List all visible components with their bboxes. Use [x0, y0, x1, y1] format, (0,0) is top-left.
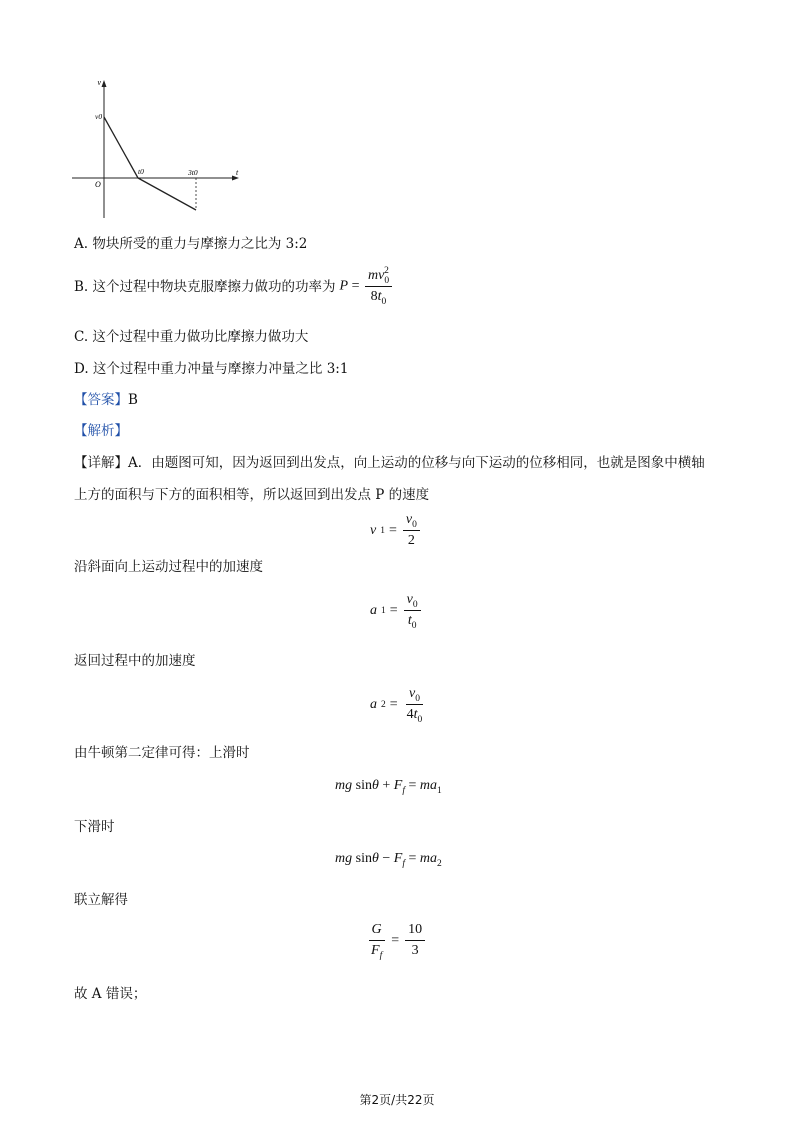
- detail-line-1: [74, 454, 705, 472]
- v-axis-arrow: [102, 80, 107, 87]
- answer-row: [74, 391, 138, 409]
- velocity-time-graph: [60, 75, 250, 225]
- label-v0: v0: [95, 112, 103, 121]
- label-v: v: [97, 78, 101, 87]
- equation-up-slide: mg $\sin\theta + F_f = ma_1$: [335, 778, 442, 796]
- option-d: D. 这个过程中重力冲量与摩擦力冲量之比 3:1: [74, 361, 349, 377]
- step-down: 下滑时: [74, 819, 115, 835]
- label-t: t: [236, 168, 239, 177]
- equation-a2: a 2 = $\frac{v_0}{4t_0}$: [370, 686, 423, 725]
- upward-motion-line: [104, 117, 138, 178]
- label-3t0: 3t0: [188, 168, 198, 177]
- return-motion-line: [138, 178, 196, 210]
- step-return-accel: 返回过程中的加速度: [74, 653, 196, 669]
- equation-down-slide: mg $\sin\theta - F_f = ma_2$: [335, 851, 442, 869]
- label-t0: t0: [138, 167, 144, 176]
- equation-ratio: $\frac{G}{F_f}$ = $\frac{10}{3}$: [366, 922, 427, 959]
- page-number: 第2页/共22页: [359, 1093, 435, 1107]
- detail-text-1: A．由题图可知，因为返回到出发点，向上运动的位移与向下运动的位移相同，也就是图象中横轴: [128, 455, 705, 471]
- option-b: [74, 268, 394, 305]
- option-b-text: B. 这个过程中物块克服摩擦力做功的功率为: [74, 278, 336, 295]
- label-origin: O: [95, 180, 101, 189]
- equation-v1: v 1 = $\frac{v_0}{2}$: [370, 512, 422, 549]
- answer-label: 【答案】: [74, 392, 128, 408]
- detail-line-2: 上方的面积与下方的面积相等，所以返回到出发点 P 的速度: [74, 487, 430, 503]
- step-solve: 联立解得: [74, 892, 128, 908]
- analysis-label: 【解析】: [74, 423, 128, 439]
- answer-value: B: [128, 392, 138, 408]
- option-b-formula: P = $\frac{mv_0^2}{8t_0}$: [340, 268, 394, 305]
- equation-a1: a 1 = $\frac{v_0}{t_0}$: [370, 592, 423, 629]
- detail-label: 【详解】: [74, 455, 128, 471]
- option-c: C. 这个过程中重力做功比摩擦力做功大: [74, 329, 309, 345]
- step-up-accel: 沿斜面向上运动过程中的加速度: [74, 559, 263, 575]
- step-newton: 由牛顿第二定律可得：上滑时: [74, 745, 250, 761]
- step-conclusion: 故 A 错误；: [74, 986, 147, 1002]
- option-a: A. 物块所受的重力与摩擦力之比为 3:2: [74, 236, 308, 252]
